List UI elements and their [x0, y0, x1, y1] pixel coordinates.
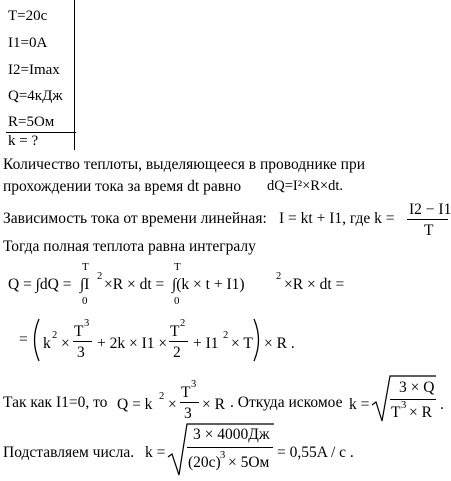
formula-dq: dQ=I²×R×dt. [267, 178, 344, 194]
q-equals-integral-dq: Q = ∫dQ = [8, 276, 72, 293]
fraction-current-line [407, 219, 448, 220]
integral-1-rest: ×R × dt = [104, 276, 165, 293]
integral-2-rest: ×R × dt = [284, 276, 345, 293]
paragraph-1-line-1: Количество теплоты, выделяющееся в проводнике при [3, 156, 365, 173]
expanded-k: k [43, 335, 51, 352]
fraction-t3-denominator: 3 [77, 344, 85, 361]
expanded-plus-i1: + I1 [193, 335, 219, 352]
fraction-current-denominator: T [424, 222, 434, 239]
q-simplified: Q = k [117, 396, 153, 413]
q-fraction-denominator: 3 [184, 405, 192, 422]
paragraph-6-intro: Подставляем числа. [3, 444, 135, 461]
given-unknown: k = ? [8, 133, 39, 149]
sqrt-1-numerator: 3 × Q [399, 379, 435, 396]
fraction-t2-denominator: 2 [173, 344, 181, 361]
paragraph-5-transition: . Откуда искомое [230, 394, 343, 411]
given-resistance: R=5Ом [8, 114, 55, 130]
sqrt-1-period: . [440, 396, 444, 413]
fraction-t3-exponent: 3 [84, 318, 90, 329]
fraction-current-numerator: I2 − I1 [409, 201, 451, 218]
right-paren-large [251, 318, 263, 362]
sqrt-1-fraction-line [390, 399, 436, 400]
expanded-i1-exponent: 2 [223, 330, 229, 341]
expanded-plus-2k: + 2k × I1 × [97, 335, 168, 352]
q-fraction-numerator: T [181, 384, 191, 401]
integral-2-upper-limit: T [174, 261, 181, 273]
q-fraction-exponent: 3 [191, 379, 197, 390]
fraction-t3-numerator: T [74, 323, 84, 340]
left-paren-large [30, 318, 42, 362]
sqrt-2-numerator: 3 × 4000Дж [193, 426, 270, 443]
given-current-end: I2=Imax [8, 62, 60, 78]
sqrt-2-denominator: (20c) [188, 454, 221, 471]
paragraph-1-line-2: прохождении тока за время dt равно [3, 178, 242, 195]
integral-1-integrand: ∫I [80, 276, 90, 293]
sqrt-2-denominator-rest: × 5Ом [228, 454, 270, 471]
sqrt-1-denominator-rest: × R [409, 404, 432, 421]
given-current-start: I1=0A [8, 35, 48, 51]
sqrt-2-fraction-line [187, 447, 273, 448]
paragraph-5-intro: Так как I1=0, то [3, 394, 108, 411]
formula-current-linear: I = kt + I1, где k = [279, 210, 395, 227]
given-time: T=20c [8, 8, 48, 24]
sqrt-2-denominator-exponent: 3 [220, 450, 226, 461]
given-heat: Q=4кДж [8, 88, 63, 104]
given-divider-vertical [74, 0, 75, 150]
expanded-k-exponent: 2 [52, 330, 58, 341]
fraction-t3-line [73, 341, 92, 342]
integral-1-upper-limit: T [82, 261, 89, 273]
numeric-result: = 0,55A / c . [277, 444, 354, 461]
integral-2-lower-limit: 0 [174, 295, 180, 307]
fraction-t2-numerator: T [170, 323, 180, 340]
q-simplified-times: × [168, 396, 177, 413]
integral-1-exponent: 2 [97, 271, 103, 282]
sqrt-1-denominator-exponent: 3 [401, 400, 407, 411]
integral-2-exponent: 2 [276, 271, 282, 282]
expanded-times-r: × R . [264, 335, 295, 352]
fraction-t2-line [169, 341, 188, 342]
q-simplified-exponent: 2 [159, 391, 165, 402]
q-simplified-rest: × R [202, 396, 225, 413]
expanded-times: × [61, 335, 70, 352]
k-equals-1: k = [349, 396, 370, 413]
sqrt-1-denominator: T [391, 404, 401, 421]
integral-1-lower-limit: 0 [82, 295, 88, 307]
fraction-t2-exponent: 2 [180, 318, 186, 329]
equals-sign: = [19, 331, 28, 348]
paragraph-3: Тогда полная теплота равна интегралу [3, 238, 256, 255]
k-equals-2: k = [145, 444, 166, 461]
q-fraction-line [180, 402, 199, 403]
expanded-times-t: × T [231, 335, 253, 352]
paragraph-2: Зависимость тока от времени линейная: [3, 210, 267, 227]
integral-2-integrand: ∫(k × t + I1) [172, 276, 245, 293]
